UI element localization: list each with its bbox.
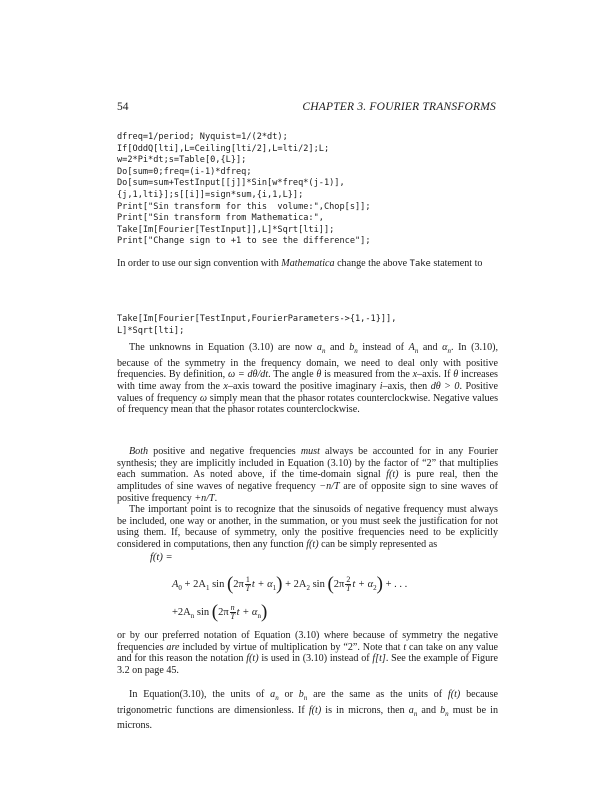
code-block-1 (117, 132, 371, 248)
code-block-2 (117, 314, 396, 337)
page-header (117, 101, 496, 115)
code-line: If[OddQ[lti],L=Ceiling[lti/2],L=lti/2];L; (117, 143, 330, 154)
paragraph-units: In Equation(3.10), the units of $a_n$ or $b_n$ are the same as the units of f(t) because trigonometric functions are dimensionless. If f(t) is in microns, then $a_n$ and $b_n$ must be in microns. (117, 689, 499, 732)
paragraph-sign-convention: In order to use our sign convention with Mathematica change the above Take statement to (117, 258, 483, 269)
code-line: Print["Change sign to +1 to see the difference"]; (117, 236, 371, 247)
equation-line-2: $+2A_n$ sin (2π $\frac{n}{T}$ $t + \alpha_n$) (172, 601, 268, 623)
code-line: Print["Sin transform for this volume:",Chop[s]]; (117, 201, 371, 212)
code-line: dfreq=1/period; Nyquist=1/(2*dt); (117, 132, 288, 142)
equation-lhs: f(t) = (150, 552, 173, 563)
paragraph-both-frequencies: Both positive and negative frequencies must always be accounted for in any Fourier synthesis; they are implicitly included in Equation (3.10) by the factor of “2” that multiplies each summation. As noted above, if the time-domain signal f(t) is pure real, then the amplitudes of sine waves of negative frequency −n/T are of opposite sign to sine waves of positive frequency +n/T. (117, 446, 498, 504)
code-line: {j,1,lti}];s[[i]]=sign*sum,{i,1,L}]; (117, 189, 304, 200)
code-line: L]*Sqrt[lti]; (117, 325, 185, 336)
code-line: w=2*Pi*dt;s=Table[0,{L}]; (117, 155, 247, 166)
chapter-title: CHAPTER 3. FOURIER TRANSFORMS (302, 101, 496, 113)
paragraph-unknowns: The unknowns in Equation (3.10) are now $a_n$ and $b_n$ instead of $A_n$ and $\alpha_n$. In (3.10), because of the symmetry in the frequency domain, we need to deal only with positive frequencies. By definition, ω = dθ/dt. The angle θ is measured from the x–axis. If θ increases with time away from the x–axis toward the positive imaginary i–axis, then dθ > 0. Positive values of frequency ω simply mean that the phasor rotates counterclockwise. Negative values of frequency mean that the phasor rotates counterclockwise. (117, 342, 499, 416)
page-number: 54 (117, 101, 129, 113)
code-line: Do[sum=0;freq=(i-1)*dfreq; (117, 166, 252, 177)
paragraph-important-point: The important point is to recognize that the sinusoids of negative frequency must always be included, one way or another, in the summation, or you must seek the justification for not using them. If, because of symmetry, only the positive frequencies need to be explicitly considered in computations, then any function f(t) can be simply represented as (117, 504, 498, 550)
code-line: Take[Im[Fourier[TestInput]],L]*Sqrt[lti]]; (117, 224, 335, 235)
code-line: Take[Im[Fourier[TestInput,FourierParameters->{1,-1}]], (117, 314, 397, 324)
paragraph-preferred-notation: or by our preferred notation of Equation (3.10) where because of symmetry the negative frequencies are included by virtue of multiplication by “2”. Note that t can take on any value and for this reason the notation f(t) is used in (3.10) instead of f[t]. See the example of Figure 3.2 on page 45. (117, 630, 499, 676)
code-line: Do[sum=sum+TestInput[[j]]*Sin[w*freq*(j-1)], (117, 178, 345, 189)
equation-line-1: $A_0 + 2A_1$ sin (2π $\frac{1}{T}$ $t + \alpha_1) + 2A_2$ sin (2π $\frac{2}{T}$ $t + \alpha_2$) + . . . (172, 573, 408, 595)
code-line: Print["Sin transform from Mathematica:", (117, 213, 324, 224)
